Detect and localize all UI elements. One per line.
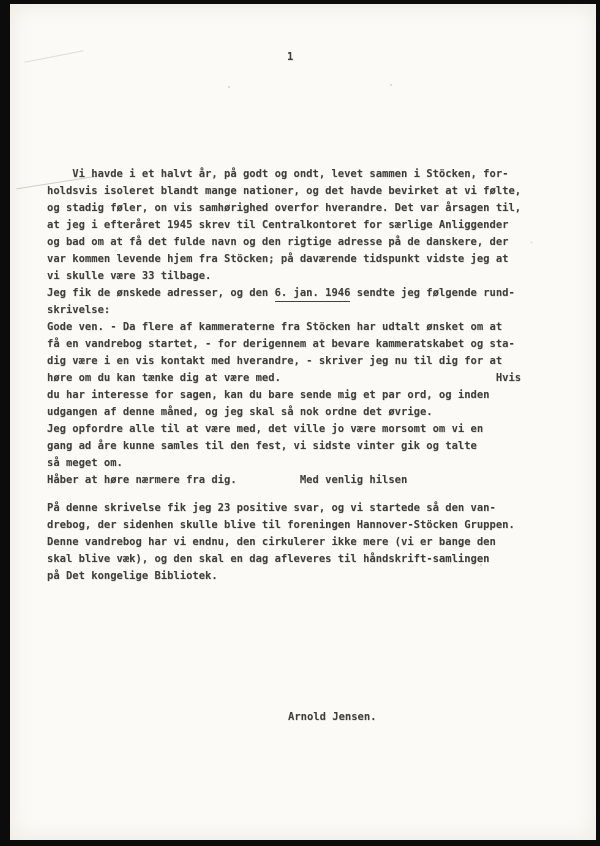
letter-text-segment: høre om du kan tænke dig at være med. Hvis [47,372,522,384]
letter-text-segment: og stadig føler, on vis samhørighed overfor hverandre. Det var årsagen til, [47,202,522,214]
letter-line [47,472,552,489]
letter-text-segment: Gode ven. - Da flere af kammeraterne fra Stöcken har udtalt ønsket om at [47,321,503,333]
letter-line [47,217,552,234]
page-number: 1 [287,51,294,63]
letter-line [47,568,552,585]
letter-line [47,268,552,285]
letter-text-segment: Jeg fik de ønskede adresser, og den [47,287,275,299]
letter-line [47,517,552,534]
letter-text-segment: På denne skrivelse fik jeg 23 positive svar, og vi startede så den van- [47,502,496,514]
letter-text-segment: holdsvis isoleret blandt mange nationer, og det havde bevirket at vi følte, [47,185,522,197]
letter-line [47,455,552,472]
underlined-date: 6. jan. 1946 [275,287,351,302]
letter-line [47,438,552,455]
letter-text-segment: Jeg opfordre alle til at være med, det ville jo være morsomt om vi en [47,423,484,435]
letter-text-segment: Vi havde i et halvt år, på godt og ondt, levet sammen i Stöcken, for- [47,168,509,180]
letter-text-segment: drebog, der sidenhen skulle blive til foreningen Hannover-Stöcken Gruppen. [47,519,515,531]
letter-text-segment: få en vandrebog startet, - for derigennem at bevare kammeratskabet og sta- [47,338,515,350]
letter-text-segment: var kommen levende hjem fra Stöcken; på daværende tidspunkt vidste jeg at [47,253,509,265]
letter-line [47,370,552,387]
letter-text-segment: Denne vandrebog har vi endnu, den cirkulerer ikke mere (vi er bange den [47,536,496,548]
letter-text-segment: vi skulle være 33 tilbage. [47,270,212,282]
letter-line [47,489,552,500]
letter-text-segment: gang ad åre kunne samles til den fest, vi sidste vinter gik og talte [47,440,477,452]
letter-line [47,336,552,353]
letter-line [47,302,552,319]
letter-line [47,353,552,370]
letter-text-segment: du har interesse for sagen, kan du bare sende mig et par ord, og inden [47,389,490,401]
letter-text-segment: dig være i en vis kontakt med hverandre, - skriver jeg nu til dig for at [47,355,503,367]
letter-line [47,404,552,421]
letter-text-segment: skal blive væk), og den skal en dag afleveres til håndskrift-samlingen [47,553,490,565]
letter-line [47,387,552,404]
letter-line [47,551,552,568]
letter-text-segment: på Det kongelige Bibliotek. [47,570,218,582]
letter-line [47,183,552,200]
letter-text-segment: sendte jeg følgende rund- [350,287,515,299]
signature: Arnold Jensen. [288,711,377,723]
letter-line [47,285,552,302]
letter-line [47,251,552,268]
letter-line [47,200,552,217]
letter-line [47,534,552,551]
scan-scratch-artifact [24,50,83,62]
letter-text-segment: så meget om. [47,457,123,469]
letter-text-segment: Håber at høre nærmere fra dig. Med venlig hilsen [47,474,408,486]
letter-line [47,166,552,183]
scan-speck-artifact [390,84,392,86]
letter-text-segment: skrivelse: [47,304,111,316]
letter-line [47,421,552,438]
letter-line [47,319,552,336]
letter-line [47,234,552,251]
letter-text-segment: udgangen af denne måned, og jeg skal så nok ordne det øvrige. [47,406,433,418]
document-page [10,4,596,840]
scan-speck-artifact [228,86,230,88]
letter-text-segment: at jeg i efteråret 1945 skrev til Centralkontoret for særlige Anliggender [47,219,509,231]
letter-body [47,166,552,585]
letter-text-segment: og bad om at få det fulde navn og den rigtige adresse på de danskere, der [47,236,509,248]
letter-line [47,500,552,517]
